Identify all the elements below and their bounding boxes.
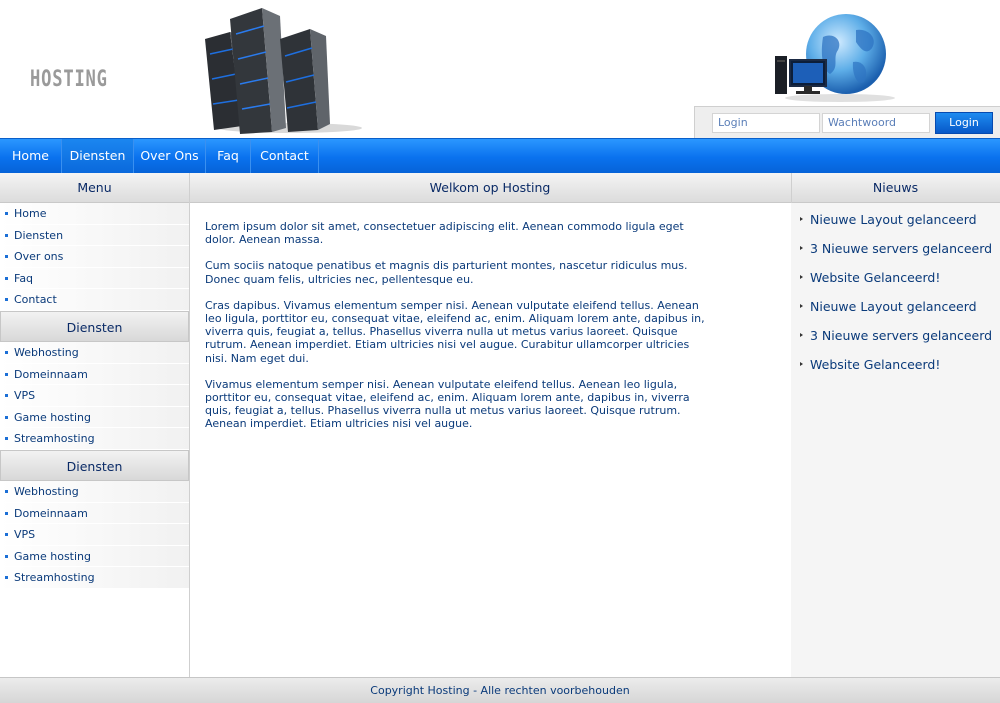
bullet-icon [5, 555, 8, 558]
sidebar-item-label: Game hosting [14, 410, 91, 424]
sidebar-item-label: Domeinnaam [14, 367, 88, 381]
sidebar-item-label: Contact [14, 293, 57, 307]
sidebar-item-webhosting[interactable] [0, 481, 189, 503]
news-item-label: Website Gelanceerd! [810, 270, 941, 285]
sidebar-item-label: VPS [14, 389, 36, 403]
sidebar-item-label: Diensten [14, 228, 64, 242]
bullet-icon [5, 394, 8, 397]
bullet-icon [5, 533, 8, 536]
password-input[interactable]: Wachtwoord [822, 113, 930, 133]
bullet-icon [5, 490, 8, 493]
bullet-icon [5, 437, 8, 440]
sidebar-section-heading: Diensten [0, 450, 189, 481]
bullet-icon [5, 512, 8, 515]
sidebar-item-over-ons[interactable] [0, 246, 189, 268]
nav-over-ons[interactable]: Over Ons [134, 139, 206, 173]
news-item[interactable] [810, 299, 977, 314]
news-item-label: Website Gelanceerd! [810, 357, 941, 372]
sidebar-item-vps[interactable] [0, 385, 189, 407]
column-divider-left [189, 173, 190, 677]
bullet-icon [5, 212, 8, 215]
bullet-icon [5, 255, 8, 258]
login-panel [694, 106, 1000, 138]
content-paragraph: Cum sociis natoque penatibus et magnis dis parturient montes, nascetur ridiculus mus. Donec quam felis, ultricies nec, pellentesque eu. [205, 259, 688, 286]
arrow-right-icon [800, 217, 803, 221]
sidebar-item-label: Over ons [14, 250, 64, 264]
news-item[interactable] [810, 241, 992, 256]
header [0, 0, 1000, 138]
sidebar-item-diensten[interactable] [0, 225, 189, 247]
sidebar-item-faq[interactable] [0, 268, 189, 290]
news-heading: Nieuws [791, 173, 1000, 203]
bullet-icon [5, 277, 8, 280]
sidebar-item-label: Webhosting [14, 484, 79, 498]
content-paragraph: Vivamus elementum semper nisi. Aenean vulputate eleifend tellus. Aenean leo ligula, porttitor eu, consequat vitae, eleifend ac, enim. Aliquam lorem ante, dapibus in, viverra quis, feugiat a, tellus. Phasellus viverra nulla ut metus varius laoreet. Quisque rutrum. Aenean imperdiet. Etiam ultricies nisi vel augue. [205, 377, 690, 431]
arrow-right-icon [800, 246, 803, 250]
nav-faq[interactable]: Faq [206, 139, 251, 173]
bullet-icon [5, 416, 8, 419]
login-button[interactable]: Login [935, 112, 993, 134]
bullet-icon [5, 298, 8, 301]
nav-contact[interactable]: Contact [251, 139, 319, 173]
sidebar-item-domeinnaam[interactable] [0, 503, 189, 525]
nav-diensten[interactable]: Diensten [62, 139, 134, 173]
arrow-right-icon [800, 333, 803, 337]
footer: Copyright Hosting - Alle rechten voorbehouden [0, 677, 1000, 703]
sidebar-item-contact[interactable] [0, 289, 189, 311]
menu-heading: Menu [0, 173, 189, 203]
news-item-label: Nieuwe Layout gelanceerd [810, 299, 977, 314]
sidebar-item-label: Streamhosting [14, 432, 95, 446]
globe-computer-image [768, 12, 898, 104]
bullet-icon [5, 576, 8, 579]
sidebar-item-label: Domeinnaam [14, 506, 88, 520]
sidebar-item-label: VPS [14, 528, 36, 542]
nav-home[interactable]: Home [0, 139, 62, 173]
main-navigation [0, 138, 1000, 173]
arrow-right-icon [800, 304, 803, 308]
main-content [205, 220, 710, 444]
news-item[interactable] [810, 270, 940, 285]
sidebar-item-home[interactable] [0, 203, 189, 225]
bullet-icon [5, 351, 8, 354]
arrow-right-icon [800, 362, 803, 366]
content-paragraph: Cras dapibus. Vivamus elementum semper nisi. Aenean vulputate eleifend tellus. Aenean leo ligula, porttitor eu, consequat vitae, eleifend ac, enim. Aliquam lorem ante, dapibus in, viverra quis, feugiat a, tellus. Phasellus viverra nulla ut metus varius laoreet. Quisque rutrum. Aenean imperdiet. Etiam ultricies nisi vel augue. Curabitur ullamcorper ultricies nisi. Nam eget dui. [205, 298, 705, 365]
sidebar [0, 203, 189, 589]
sidebar-item-domeinnaam[interactable] [0, 364, 189, 386]
username-input[interactable]: Login [712, 113, 820, 133]
sidebar-item-label: Webhosting [14, 345, 79, 359]
bullet-icon [5, 373, 8, 376]
sidebar-item-label: Streamhosting [14, 571, 95, 585]
sidebar-section-heading: Diensten [0, 311, 189, 342]
news-item-label: 3 Nieuwe servers gelanceerd [810, 328, 993, 343]
bullet-icon [5, 234, 8, 237]
server-racks-image [200, 4, 365, 134]
arrow-right-icon [800, 275, 803, 279]
news-item-label: Nieuwe Layout gelanceerd [810, 212, 977, 227]
news-item[interactable] [810, 357, 940, 372]
sidebar-item-streamhosting[interactable] [0, 428, 189, 450]
news-item-label: 3 Nieuwe servers gelanceerd [810, 241, 993, 256]
site-logo[interactable]: HOSTING [30, 67, 108, 92]
sidebar-item-label: Game hosting [14, 549, 91, 563]
news-panel [791, 203, 1000, 677]
sidebar-item-game-hosting[interactable] [0, 546, 189, 568]
news-item[interactable] [810, 328, 992, 343]
sidebar-item-game-hosting[interactable] [0, 407, 189, 429]
sidebar-item-webhosting[interactable] [0, 342, 189, 364]
sidebar-item-streamhosting[interactable] [0, 567, 189, 589]
sidebar-item-label: Faq [14, 271, 34, 285]
content-heading: Welkom op Hosting [189, 173, 791, 203]
sidebar-item-vps[interactable] [0, 524, 189, 546]
news-item[interactable] [810, 212, 977, 227]
sidebar-item-label: Home [14, 207, 47, 220]
content-paragraph: Lorem ipsum dolor sit amet, consectetuer adipiscing elit. Aenean commodo ligula eget dolor. Aenean massa. [205, 220, 684, 247]
